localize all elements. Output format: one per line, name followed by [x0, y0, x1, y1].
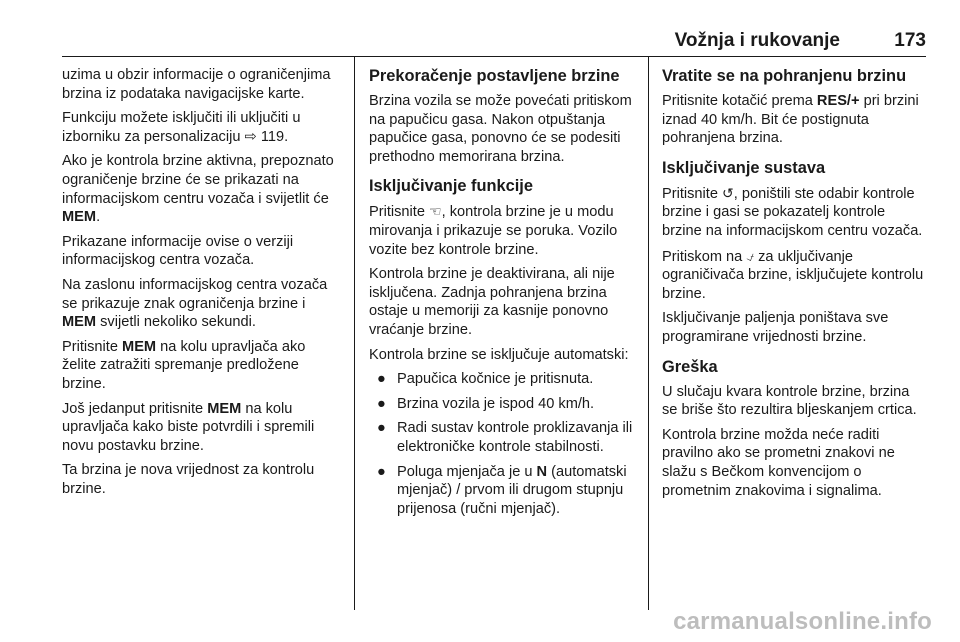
list-item-text: Poluga mjenjača je u: [397, 463, 533, 480]
column-1: [62, 66, 342, 504]
paragraph: [62, 400, 342, 456]
paragraph-text: za uključivanje ograničivača brzine, isključujete kontrolu brzine.: [662, 248, 924, 302]
section-heading: Isključivanje sustava: [662, 158, 826, 177]
paragraph-text: Pritisnite: [662, 185, 718, 202]
paragraph: [369, 202, 637, 259]
paragraph: U slučaju kvara kontrole brzine, brzina se briše što rezultira bljeskanjem crtica.: [662, 383, 917, 419]
paragraph-text: Funkciju možete isključiti ili uključiti u izborniku za personalizaciju: [62, 110, 301, 145]
paragraph: Kontrola brzine je deaktivirana, ali nije isključena. Zadnja pohranjena brzina ostaje u memoriji za kasnije ponovno vraćanje brzine.: [369, 266, 615, 338]
bullet-icon: ●: [377, 463, 386, 480]
list-item-text: Brzina vozila je ispod 40 km/h.: [397, 395, 595, 412]
paragraph: uzima u obzir informacije o ograničenjima brzina iz podataka navigacijske karte.: [62, 67, 331, 102]
cruise-off-icon: ↺: [722, 184, 734, 201]
paragraph-text: , kontrola brzine je u modu mirovanja i prikazuje se poruka. Vozilo vozite bez kontrole brzine.: [369, 204, 618, 258]
bullet-icon: ●: [377, 371, 386, 388]
page-header: [62, 30, 926, 54]
column-2: [369, 66, 637, 524]
paragraph: [662, 92, 928, 148]
paragraph: [62, 338, 342, 394]
mem-label: MEM: [207, 400, 242, 417]
paragraph-text: Još jedanput pritisnite: [62, 400, 204, 417]
column-divider-1: [354, 56, 355, 610]
paragraph-text: na kolu upravljača kako biste potvrdili i spremili novu postavku brzine.: [62, 400, 315, 454]
paragraph-text: Ako je kontrola brzine aktivna, prepoznato ograničenje brzine će se prikazati na informacijskom centru vozača i svijetlit će: [62, 153, 334, 207]
page-reference-icon: ⇨: [244, 128, 257, 145]
section-heading: Isključivanje funkcije: [369, 177, 533, 196]
list-item: [369, 463, 637, 519]
section-heading: Greška: [662, 357, 718, 376]
mem-label: MEM: [122, 338, 157, 355]
paragraph-text: Pritisnite: [62, 338, 118, 355]
cruise-pause-icon: ☜: [429, 203, 442, 220]
gear-neutral-label: N: [536, 463, 548, 480]
list-item: [369, 419, 637, 456]
paragraph: Ta brzina je nova vrijednost za kontrolu brzine.: [62, 462, 315, 497]
paragraph: [62, 152, 342, 226]
header-divider: [62, 56, 926, 57]
paragraph-text: Pritisnite kotačić prema: [662, 93, 813, 109]
section-heading: Vratite se na pohranjenu brzinu: [662, 67, 907, 85]
bullet-icon: ●: [377, 420, 386, 437]
paragraph: Isključivanje paljenja poništava sve programirane vrijednosti brzine.: [662, 310, 889, 345]
paragraph: [662, 184, 928, 241]
section-heading: Prekoračenje postavljene brzine: [369, 67, 620, 85]
paragraph-text: Na zaslonu informacijskog centra vozača se prikazuje znak ograničenja brzine i: [62, 276, 328, 312]
section-title: Vožnja i rukovanje: [674, 30, 840, 51]
list-item-text: Radi sustav kontrole proklizavanja ili elektroničke kontrole stabilnosti.: [397, 420, 633, 455]
page-number: 173: [894, 30, 926, 51]
paragraph-text: Pritiskom na: [662, 248, 743, 265]
paragraph-text: , poništili ste odabir kontrole brzine i gasi se pokazatelj kontrole brzine na informacijskom centru vozača.: [662, 185, 923, 239]
paragraph: [62, 276, 342, 332]
speed-limiter-icon: ⍻: [746, 247, 755, 264]
list-item: [369, 395, 637, 414]
paragraph-text: na kolu upravljača ako želite zatražiti spremanje predložene brzine.: [62, 338, 306, 392]
paragraph: [62, 109, 342, 146]
list-item-text: (automatski mjenjač) / prvom ili drugom stupnju prijenosa (ručni mjenjač).: [397, 463, 627, 517]
list-item: [369, 370, 637, 389]
watermark: carmanualsonline.info: [673, 608, 932, 635]
paragraph-text: .: [96, 209, 101, 226]
paragraph-text: svijetli nekoliko sekundi.: [100, 314, 256, 331]
mem-label: MEM: [62, 209, 97, 226]
paragraph-text: Pritisnite: [369, 204, 425, 221]
paragraph: [662, 247, 928, 304]
page-reference: 119.: [260, 128, 289, 145]
res-plus-label: RES/+: [816, 93, 860, 109]
mem-label: MEM: [62, 314, 97, 331]
paragraph: Kontrola brzine možda neće raditi pravilno ako se prometni znakovi ne slažu s Bečkom konvencijom o prometnim znakovima i signalima.: [662, 426, 895, 499]
paragraph-text: pri brzini iznad 40 km/h. Bit će postignuta pohranjena brzina.: [662, 93, 919, 147]
paragraph: Kontrola brzine se isključuje automatski:: [369, 346, 629, 363]
column-divider-2: [648, 56, 649, 610]
list-item-text: Papučica kočnice je pritisnuta.: [397, 371, 594, 388]
bullet-list: [369, 370, 637, 518]
column-3: [662, 66, 928, 506]
bullet-icon: ●: [377, 395, 386, 412]
paragraph: Prikazane informacije ovise o verziji informacijskog centra vozača.: [62, 233, 294, 269]
paragraph: Brzina vozila se može povećati pritiskom na papučicu gasa. Nakon otpuštanja papučice gasa, ponovno će se podesiti prethodno memorirana brzina.: [369, 93, 632, 165]
